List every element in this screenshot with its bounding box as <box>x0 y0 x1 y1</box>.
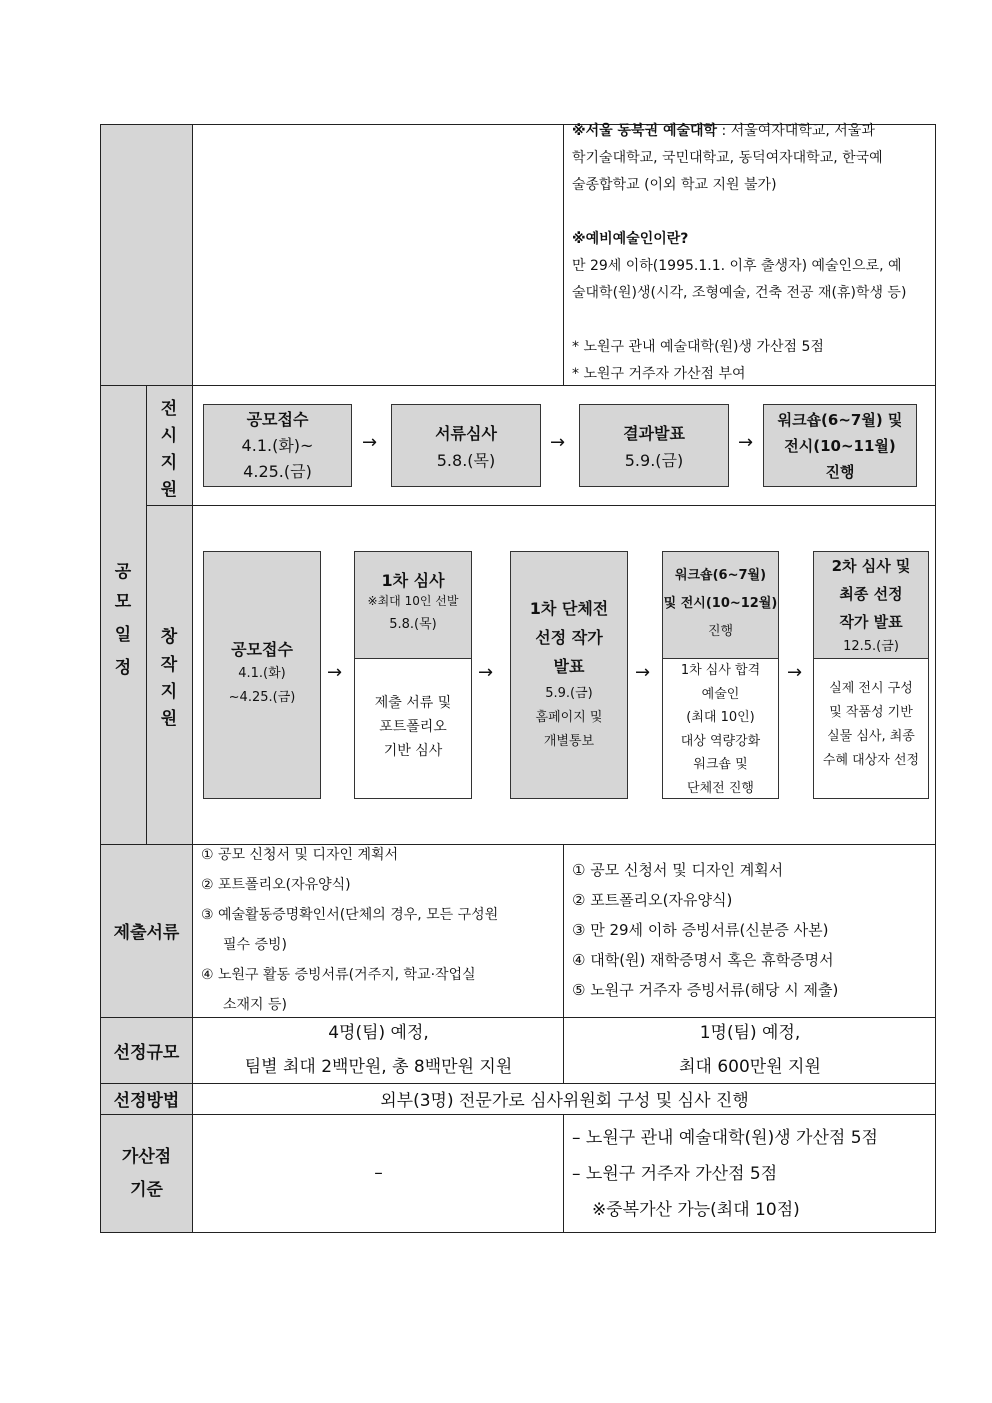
doc-item: 필수 증빙) <box>223 937 288 953</box>
creation-label-char: 원 <box>160 709 178 729</box>
scale-right <box>564 1016 936 1084</box>
step-line: 워크숍(6~7월) <box>674 568 767 583</box>
exhibit-label-char: 원 <box>160 480 178 500</box>
flow-arrow: → <box>327 662 343 683</box>
scale-label: 선정규모 <box>113 1042 180 1063</box>
step-line: 최종 선정 <box>839 585 903 603</box>
doc-item: ③ 만 29세 이하 증빙서류(신분증 사본) <box>572 921 829 939</box>
final-bottom <box>814 659 928 798</box>
doc-item: ④ 노원구 활동 증빙서류(거주지, 학교·작업실 <box>201 967 476 983</box>
step-date: 12.5.(금) <box>843 639 899 654</box>
exhibit-label-char: 시 <box>160 426 178 446</box>
flow-arrow: → <box>635 662 651 683</box>
table-border-bottom <box>100 1232 936 1233</box>
creation-step-group-announce <box>510 551 628 799</box>
exhibit-step-result <box>579 404 729 487</box>
doc-item: ① 공모 신청서 및 디자인 계획서 <box>572 861 784 879</box>
step-date: 4.1.(화)~ <box>241 436 314 455</box>
step-date: 5.8.(목) <box>389 617 437 632</box>
step-line: 예술인 <box>701 686 740 702</box>
flow-arrow: → <box>478 662 494 683</box>
creation-step-first-review <box>354 551 472 799</box>
final-top <box>814 552 928 659</box>
step-line: 선정 작가 <box>535 628 603 647</box>
creation-label-char: 작 <box>160 655 178 675</box>
doc-item: 소재지 등) <box>223 997 288 1013</box>
documents-label: 제출서류 <box>113 923 180 943</box>
workshop-bottom <box>663 659 778 798</box>
doc-item: ② 포트폴리오(자유양식) <box>201 877 351 893</box>
bonus-label <box>100 1141 193 1207</box>
step-line: 작가 발표 <box>839 613 903 631</box>
flow-arrow: → <box>362 432 378 453</box>
step-title: 공모접수 <box>231 640 293 659</box>
top-left-header-cell <box>100 124 193 385</box>
step-date: 5.8.(목) <box>436 451 496 470</box>
schedule-label-char: 일 <box>114 625 132 645</box>
step-line: 제출 서류 및 <box>374 695 452 711</box>
step-date: 4.1.(화) <box>238 666 286 681</box>
creation-step-application <box>203 551 321 799</box>
eligibility-notes <box>572 118 932 388</box>
method-label: 선정방법 <box>113 1091 180 1111</box>
documents-left-list <box>201 840 561 1020</box>
note1-line1: 서울여자대학교, 서울과 <box>730 123 875 139</box>
step-title: 1차 심사 <box>381 571 445 590</box>
scale-text: 팀별 최대 2백만원, 총 8백만원 지원 <box>244 1057 513 1077</box>
step-line: (최대 10인) <box>686 710 755 725</box>
col-line-middle-top <box>563 124 564 385</box>
note1-line2: 학기술대학교, 국민대학교, 동덕여자대학교, 한국예 <box>572 150 883 166</box>
step-date: ~4.25.(금) <box>228 690 296 705</box>
step-line: 발표 <box>553 657 585 676</box>
step-line: 대상 역량강화 <box>680 733 761 749</box>
note2-line1: 만 29세 이하(1995.1.1. 이후 출생자) 예술인으로, 예 <box>572 258 902 274</box>
exhibit-step-review <box>391 404 541 487</box>
exhibit-label-char: 전 <box>160 399 178 419</box>
bonus-item: – 노원구 관내 예술대학(원)생 가산점 5점 <box>572 1128 878 1148</box>
first-review-bottom <box>355 659 471 798</box>
doc-item: ① 공모 신청서 및 디자인 계획서 <box>201 847 399 863</box>
step-date: 4.25.(금) <box>243 462 312 481</box>
bonus-label-line: 기준 <box>130 1180 163 1200</box>
schedule-label-char: 정 <box>114 658 132 678</box>
flow-arrow: → <box>738 432 754 453</box>
exhibit-step-application <box>203 404 352 487</box>
step-date: 5.9.(금) <box>545 686 593 701</box>
bonus-note-2: * 노원구 거주자 가산점 부여 <box>572 366 746 382</box>
bonus-item: – 노원구 거주자 가산점 5점 <box>572 1164 778 1184</box>
method-text: 외부(3명) 전문가로 심사위원회 구성 및 심사 진행 <box>380 1091 749 1111</box>
scale-left <box>193 1016 564 1084</box>
note1-first-line <box>572 118 932 145</box>
bonus-note-1: * 노원구 관내 예술대학(원)생 가산점 5점 <box>572 339 824 355</box>
step-line: 진행 <box>825 463 855 481</box>
bonus-item: ※중복가산 가능(최대 10점) <box>592 1200 800 1220</box>
exhibit-label-char: 지 <box>160 453 178 473</box>
note1-colon: : <box>717 123 731 139</box>
creation-label-char: 지 <box>160 682 178 702</box>
step-line: 1차 심사 합격 <box>680 663 761 678</box>
row-line-creation <box>146 505 936 506</box>
step-line: 기반 심사 <box>383 743 443 759</box>
creation-label-char: 창 <box>160 627 178 647</box>
scale-text: 4명(팀) 예정, <box>328 1023 429 1043</box>
bonus-right <box>572 1120 934 1228</box>
note2-title: ※예비예술인이란? <box>572 231 689 247</box>
flow-arrow: → <box>550 432 566 453</box>
step-line: 실물 심사, 최종 <box>827 729 915 744</box>
step-line: 홈페이지 및 <box>535 710 603 725</box>
note2-line2: 술대학(원)생(시각, 조형예술, 건축 전공 재(휴)학생 등) <box>572 285 907 301</box>
step-date: 5.9.(금) <box>624 451 684 470</box>
step-line: 전시(10~11월) <box>784 437 896 455</box>
step-line: 워크숍(6~7월) 및 <box>777 411 903 429</box>
note1-line3: 술종합학교 (이외 학교 지원 불가) <box>572 177 777 193</box>
step-line: 2차 심사 및 <box>831 557 911 575</box>
step-line: 단체전 진행 <box>687 780 754 796</box>
scale-text: 1명(팀) 예정, <box>699 1023 801 1043</box>
schedule-label-char: 모 <box>114 592 132 612</box>
step-title: 결과발표 <box>623 424 685 443</box>
step-line: 개별통보 <box>543 734 595 749</box>
doc-item: ⑤ 노원구 거주자 증빙서류(해당 시 제출) <box>572 981 839 999</box>
doc-item: ③ 예술활동증명확인서(단체의 경우, 모든 구성원 <box>201 907 499 923</box>
col-line-subheader <box>146 385 147 844</box>
step-title: 서류심사 <box>435 424 497 443</box>
step-line: 및 전시(10~12월) <box>663 596 778 611</box>
workshop-top <box>663 552 778 659</box>
step-line: 진행 <box>707 624 734 639</box>
documents-right-list <box>572 855 932 1005</box>
bonus-label-line: 가산점 <box>121 1147 172 1167</box>
step-line: 워크숍 및 <box>693 757 748 772</box>
flow-arrow: → <box>787 662 803 683</box>
doc-item: ② 포트폴리오(자유양식) <box>572 891 733 909</box>
schedule-label-char: 공 <box>114 562 132 582</box>
step-line: 1차 단체전 <box>529 599 609 618</box>
doc-item: ④ 대학(원) 재학증명서 혹은 휴학증명서 <box>572 951 834 969</box>
note1-title: ※서울 동북권 예술대학 <box>572 123 718 139</box>
exhibit-step-workshop <box>763 404 917 487</box>
creation-step-workshop <box>662 551 779 799</box>
step-line: 포트폴리오 <box>379 719 447 735</box>
creation-step-final <box>813 551 929 799</box>
step-subtitle: ※최대 10인 선발 <box>367 594 459 608</box>
schedule-header-cell <box>100 385 146 844</box>
bonus-left: – <box>374 1163 383 1183</box>
scale-text: 최대 600만원 지원 <box>679 1057 821 1077</box>
step-title: 공모접수 <box>246 410 309 429</box>
step-line: 및 작품성 기반 <box>829 705 913 720</box>
step-line: 수혜 대상자 선정 <box>822 753 920 768</box>
first-review-top <box>355 552 471 659</box>
step-line: 실제 전시 구성 <box>829 681 913 696</box>
